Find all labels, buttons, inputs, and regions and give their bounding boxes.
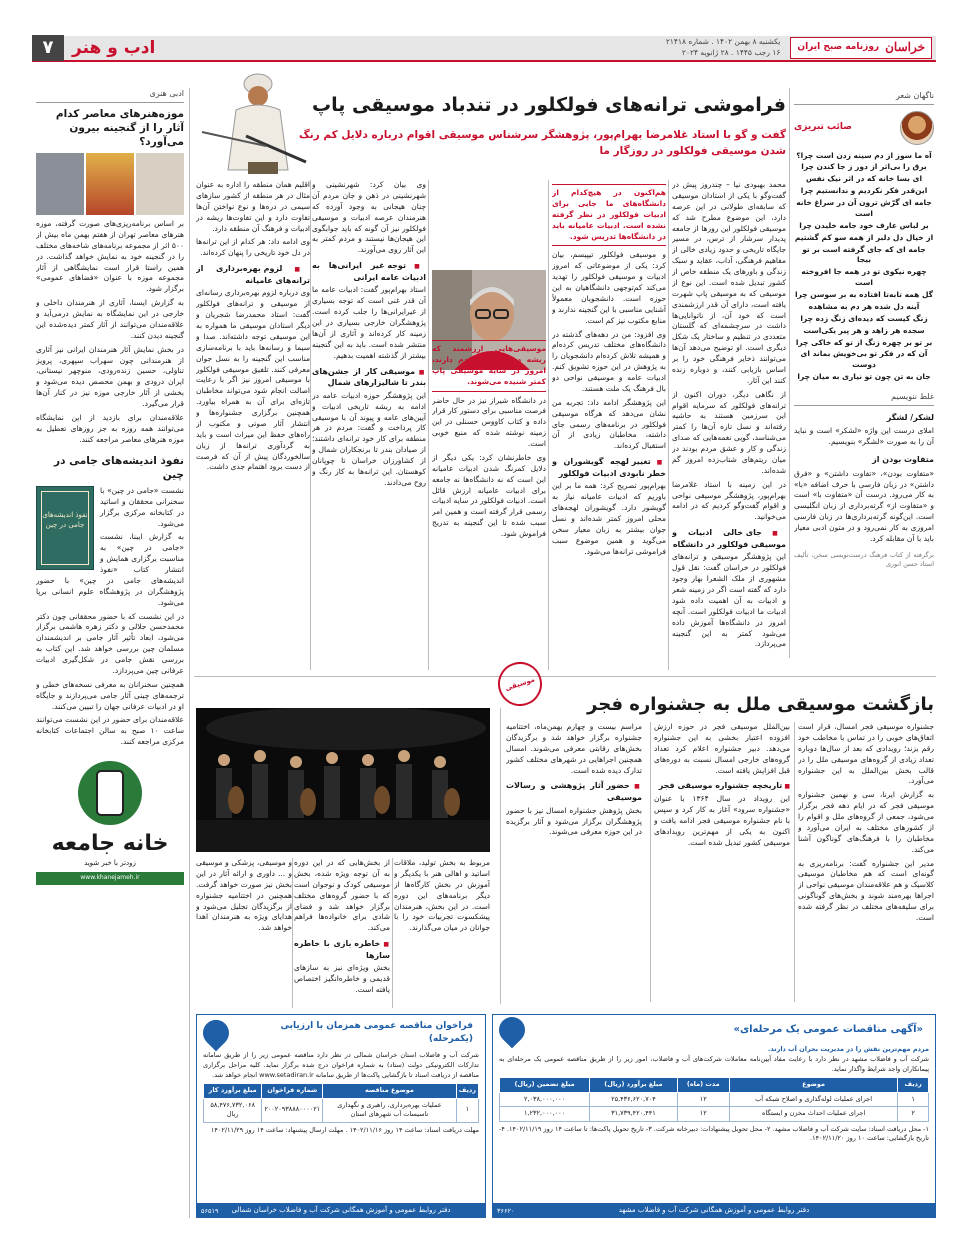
poem-line-5: جامه ای گرّش ترون آن در سراغ خانه است [796, 198, 932, 218]
logo-name: خراسان [885, 40, 925, 55]
date-line-2: ۱۶ رجب ۱۴۴۵ . ۲۸ ژانویه ۲۰۲۴ [681, 48, 781, 57]
main-headline: فراموشی ترانه‌های فولکلور در تندباد موسیقی پاپ [312, 94, 786, 116]
main-col-5-paras [196, 180, 310, 259]
tender-ad-code: ۳۶۶۲۰ [497, 1206, 515, 1215]
tender-ad-subtitle: مردم مهم‌ترین نقش را در مدیریت بحران آب دارند. [767, 1045, 929, 1053]
poem-line-1: آه ما سوز از دم سینه زدن است چرا؟ [796, 150, 932, 160]
festival-col-2-para-1: بین‌الملل موسیقی فجر در حوزه ارزش افزوده اعتبار بخشی به این جشنواره می‌دهد. دبیر جشنواره اعلام کرد تعداد گروه‌های خارجی امسال نسبت به دوره‌های قبل افزایش یافته است. [654, 722, 790, 775]
festival-col-6-para-1: و موسیقی، پزشکی و موسیقی و ... داوری و ارائه آثار در این بخش نیز صورت خواهد گرفت. همچنین در اختتامیه جشنواره از برگزیدگان تجلیل می‌شود و هدایای ویژه به هنرمندان اهدا خواهد شد. [196, 858, 292, 933]
tender-ad-cell-2-3: ۱۲ [677, 1107, 729, 1121]
poem-line-2: برق را بی‌اثر از دور ز جا کندن چرا [801, 162, 927, 172]
main-col-3-para-2: وی خاطرنشان کرد: یکی دیگر از دلایل کمرنگ شدن ادبیات عامیانه این است که نه دانشگاه‌ها نه جامعه برای ادبیات عامیانه ارزش قائل است. ادبیات فولکلور در سایه ادبیات رسمی قرار گرفته است و همین امر سبب شده تا این گنجینه به تدریج فراموش شود. [432, 452, 546, 538]
call-ad-title: فراخوان مناقصه عمومی همزمان با ارزیابی (یکمرحله) [280, 1021, 473, 1045]
main-col-1-para-2: از نگاهی دیگر، دوران اکنون از ترانه‌های فولکلور که سرمایه اقوام این سرزمین هستند به حاشیه رفته‌اند و نسل تازه آن‌ها را کمتر می‌شناسد، گویی نغمه‌هایی که صدای زندگی و کار و عشق مردم بودند در میان ریتم‌های شتاب‌زده امروز گم شده‌اند. [672, 389, 786, 475]
tender-ad-cell-2-4: ۳۱,۷۳۹,۴۲۰,۴۴۱ [590, 1107, 678, 1121]
pull-quote-2: موسیقی‌هایی ارزشمند که ریشه در فرهنگ مردم دارند، امروز در سایه موسیقی پاپ کمتر شنیده می‌شوند. [432, 340, 546, 392]
table-row [500, 1092, 929, 1106]
call-ad-table [203, 1083, 479, 1122]
festival-col-5-para-1: از بخش‌هایی که در این دوره به آن توجه ویژه شده، بخش موسیقی کودک و نوجوان است که با حضور گروه‌های مختلف برگزار خواهد شد و فضای شادی برای خانواده‌ها فراهم می‌کند. [294, 858, 390, 933]
tender-ad-cell-1-4: ۲۵,۴۳۶,۶۲۰,۷۰۴ [590, 1092, 678, 1106]
main-col-1-para-1: محمد بهبودی نیا – چندروز پیش در گفت‌وگو با یکی از استادان موسیقی که سابقه‌ای طولانی در این عرصه دارد، این موضوع مطرح شد که موسیقی فولکلور این روزها از جامعه پدیدار سرشار از ترس، در مسیر جایگاه تاریخی و حدود زیادی خالی از مفاهیم فرهنگی، آداب، عقاید و سبک زندگی و باورهای یک منطقه خاص از کشور تبدیل شده است. این نوع از موسیقی که به موسیقی پاپ شهرت یافته است، دارای آن قدر ارزشمندی است که خود آن، از ناتوانایی‌ها داشت در سرچشمه‌ای که گلستان متعددی در تنظیم و ساختار یک شکل دیگری است. او توضیح می‌دهد آن‌ها می‌توانند ذخایر فرهنگی خود را بر اساس بازیابی کنند، و دوباره زنده کنند این آثار. [672, 180, 786, 385]
tender-ad-cell-1-1: ۱ [898, 1092, 929, 1106]
festival-col-1-para-3: مدیر این جشنواره گفت: برنامه‌ریزی به گونه‌ای است که هم مخاطبان موسیقی کلاسیک و هم علاقه‌مندان موسیقی نواحی از اجراها بهره‌مند شوند و بخش‌های گوناگونی برای سلیقه‌های مختلف در نظر گرفته شده است. [798, 858, 934, 922]
culture-article-2-para-1: نشست «جامی در چین» با سخنرانی محققان و اساتید در کتابخانه مرکزی برگزار می‌شود. [100, 485, 184, 528]
festival-col-6 [196, 858, 292, 1008]
poem [794, 151, 934, 384]
call-ad-header-1: ردیف [456, 1084, 478, 1098]
brand-footer: www.khanejameh.ir [36, 872, 184, 885]
main-col-4-after: استاد بهرام‌پور گفت: ادبیات عامه ما آن قدر غنی است که توجه بسیاری از غیرایرانی‌ها را جلب کرده است. پژوهشگران خارجی بسیاری در این زمینه کار کرده‌اند و آثاری از آن‌ها منتشر شده است. باید به این گنجینه بیشتر از گذشته اهمیت بدهیم. [312, 285, 426, 360]
main-col-2-after: بهرام‌پور تصریح کرد: همه ما بر این باوریم که ادبیات عامیانه نیاز به گویشور دارد. گویشوران لهجه‌های محلی امروز کمتر شده‌اند و نسل جوان بیشتر به زبان معیار سخن می‌گوید و همین موضوع سبب فراموشی ترانه‌ها می‌شود. [552, 481, 666, 556]
main-col-2-para-1: و موسیقی فولکلور تیپیسم، بیان کرد: یکی از موضوعاتی که امروز ادبیات و موسیقی فولکلور را تهدید می‌کند کم‌توجهی دانشگاهیان به این حوزه است. دانشجویان معمولاً آشنایی مناسبی با این گنجینه ندارند و منابع مکتوب نیز کم است. [552, 250, 666, 325]
tender-ad-table [499, 1077, 929, 1121]
culture-article-2-para-4: همچنین سخنرانان به معرفی نسخه‌های خطی و ترجمه‌های چینی آثار جامی می‌پردازند و جایگاه او در ادبیات عرفانی جهان را تبیین می‌کنند. [36, 679, 184, 711]
poet-portrait [900, 111, 934, 145]
date-line-1: یکشنبه ۸ بهمن ۱۴۰۲ . شماره ۲۱۴۱۸ [665, 37, 781, 47]
poem-line-12: زنگ کیست که دیده‌ای زنگ زده چرا [800, 313, 928, 323]
brand-tagline: زودتر با خبر شوید [84, 859, 136, 868]
main-col-1-paras [672, 180, 786, 523]
festival-col-2-paras [654, 722, 790, 776]
festival-col-1-paras [798, 722, 934, 924]
festival-col-2 [654, 722, 790, 1002]
poetry-tag: ناگهان شعر [794, 90, 934, 105]
tender-ad-cell-2-2: اجرای عملیات احداث مخزن و ایستگاه [729, 1107, 897, 1121]
culture-article-1-body [36, 219, 184, 446]
tender-ad-cell-1-3: ۱۲ [677, 1092, 729, 1106]
festival-col-5-paras [294, 858, 390, 934]
page-header [32, 36, 936, 62]
poem-line-7: از خیال دل دلبر از همه سو کم گشتیم [794, 232, 934, 242]
brand-name: خانه جامعه [51, 831, 169, 857]
festival-col-3-para-1: مراسم بیست و چهارم بهمن‌ماه، اختتامیه جشنواره برگزار خواهد شد و برگزیدگان بخش‌های رقابتی معرفی می‌شوند. امسال همچنین اجراهایی در شهرهای مختلف کشور تدارک دیده شده است. [506, 722, 642, 775]
main-lead: گفت و گو با استاد غلامرضا بهرام‌پور، پژوهشگر سرشناس موسیقی اقوام درباره دلایل کم رنگ شدن موسیقی فولکلور در روزگار ما [298, 129, 786, 157]
orchestra-photo [196, 708, 490, 852]
festival-col-3-after: بخش پژوهش جشنواره امسال نیز با حضور پژوهشگران برگزار می‌شود و آثار برگزیده در این حوزه معرفی می‌شوند. [506, 805, 642, 837]
festival-col-1 [798, 722, 934, 1002]
main-col-2 [552, 180, 666, 670]
festival-col-1-para-1: جشنواره موسیقی فجر امسال، قرار است اتفاق‌های خوبی را در تماس با مخاطب خود رقم بزند؛ رویدادی که بعد از سال‌ها دوباره تعداد زیادی از گروه‌های موسیقی ملل را در قالب بخش بین‌الملل به این جشنواره می‌آورد. [798, 722, 934, 786]
tender-ad-cell-1-2: اجرای عملیات لوله‌گذاری و اصلاح شبکه آب [729, 1092, 897, 1106]
main-subhead-1: ■ جای خالی ادبیات و موسیقی فولکلور در دانشگاه [672, 527, 786, 550]
musician-illustration [196, 66, 316, 178]
vocab-title-2: متفاوت بودن از [872, 455, 934, 465]
main-col-5 [196, 180, 310, 670]
culture-article-2-para-2: به گزارش ایبنا، نشست «جامی در چین» به مناسبت برگزاری همایش و انتشار کتاب «نفوذ اندیشه‌های جامی در چین» با حضور پژوهشگران در پژوهشگاه علوم انسانی برپا می‌شود. [36, 532, 184, 607]
vocab-title: لشکر/ لشگر [886, 412, 934, 422]
poem-line-10: گل همه تابه‌تا افتاده به بر سوسن چرا [794, 290, 934, 300]
main-col-4 [312, 180, 426, 670]
app-promo-icon [78, 761, 142, 825]
book-cover-title: نفوذ اندیشه‌های جامی در چین [41, 491, 89, 565]
festival-col-4-para-1: مربوط به بخش تولید، ملاقات اساتید و اهالی هنر با یکدیگر و آموزش در بخش کارگاه‌ها از دیگر برنامه‌های این دوره است. در این بخش، هنرمندان پیشکسوت تجربیات خود را با جوانان در میان می‌گذارند. [394, 858, 490, 933]
tender-ad-header-2: موضوع [729, 1078, 897, 1092]
culture-article-1-para-1: بر اساس برنامه‌ریزی‌های صورت گرفته، موزه هنرهای معاصر تهران از هفتم بهمن ماه بیش از ۵۰۰ اثر از مجموعه برنامه‌های شاخه‌های مختلف را در گنجینه خود به نمایش خواهد گذاشت. در همین راستا قرار است نمایشگاهی از آثار مجموعه موزه با عنوان «فضاهای عمومی» برگزار شود. [36, 219, 184, 294]
main-col-2-paras [552, 184, 666, 452]
grammar-tag: غلط ننویسیم [794, 391, 934, 406]
main-subhead-2: ■ تغییر لهجه گویشوران و خطر نابودی ادبیات فولکلور [552, 456, 666, 479]
main-col-4-paras [312, 180, 426, 256]
festival-col-2-after: این رویداد در سال ۱۳۶۴ با عنوان «جشنواره سرود» آغاز به کار کرد و سپس با نام جشنواره موسیقی فجر ادامه یافت و اکنون به یکی از مهم‌ترین رویدادهای موسیقی کشور تبدیل شده است. [654, 794, 790, 847]
festival-col-4-paras [394, 858, 490, 934]
festival-col-5-after: بخش ویژه‌ای نیز به سازهای قدیمی و خاطره‌انگیز اختصاص یافته است. [294, 963, 390, 995]
festival-subhead-2: ■ تاریخچه جشنواره موسیقی فجر [654, 780, 790, 792]
culture-column [36, 88, 184, 1218]
book-cover [36, 486, 94, 570]
main-col-4-after-2: این پژوهشگر حوزه ادبیات عامه در ادامه به ریشه تاریخی ادبیات و آیین‌های عامه و پیوند آن با موسیقی کار پرداخت و گفت: مردم در هر منطقه برای کار خود ترانه‌ای داشتند؛ از صیادان بندر تا برنجکاران شمال و از کشاورزان خراسان تا چوپانان کوهستان. این ترانه‌ها به کار رنگ و روح می‌دادند. [312, 390, 426, 487]
page-number: ۷ [32, 35, 64, 61]
festival-col-5 [294, 858, 390, 1008]
call-ad-cell-1-1: ۱ [456, 1098, 478, 1122]
culture-article-1-para-2: به گزارش ایسنا، آثاری از هنرمندان داخلی و خارجی در این نمایشگاه به نمایش درمی‌آید و علاقه‌مندان می‌توانند از آثار کمتر دیده‌شده این گنجینه دیدن کنند. [36, 298, 184, 340]
logo-subtitle: روزنامه صبح ایران [797, 42, 880, 53]
call-ad-header-3: شماره فراخوان [262, 1084, 323, 1098]
festival-col-3 [506, 722, 642, 1002]
poem-line-15: آن که در فکر تو بی‌خویش بماند ای دوست [800, 349, 928, 370]
culture-article-2-title: نفوذ اندیشه‌های جامی در چین [54, 454, 184, 481]
call-ad-footer: دفتر روابط عمومی و آموزش همگانی شرکت آب و فاضلاب خراسان شمالی [197, 1203, 485, 1217]
tender-ad-header-5: مبلغ تضمین (ریال) [500, 1078, 590, 1092]
poem-line-9: چهره نیکوی تو در همه جا افروخته است [801, 267, 927, 288]
vocab-text: املای درست این واژه «لشکر» است و نباید آن را به صورت «لشگر» بنویسیم. [794, 426, 934, 447]
poem-line-16: جان به تن چون تو نیاری به میان چرا [797, 372, 931, 382]
table-row [500, 1107, 929, 1121]
pull-quote-1: هم‌اکنون در هیچ‌کدام از دانشگاه‌های ما جایی برای ادبیات فولکلور در نظر گرفته نشده است. ادبیات عامیانه باید در دانشگاه‌ها تدریس شود. [552, 184, 666, 246]
poem-line-3: ای بسا خانه که در اثر نیک نفس [805, 174, 923, 184]
main-col-2-para-2: وی افزود: من در دهه‌های گذشته در دانشگاه‌های مختلف تدریس کرده‌ام و همیشه تلاش کرده‌ام دانشجویان را به پژوهش در این حوزه تشویق کنم. ادبیات عامه و موسیقی نواحی دو بال فرهنگ یک ملت هستند. [552, 329, 666, 393]
main-subhead-4: ■ توجه غیر ایرانی‌ها به ادبیات عامه ایرانی [312, 260, 426, 283]
festival-col-1-para-2: به گزارش ایرنا، سی و نهمین جشنواره موسیقی فجر که در ایام دهه فجر برگزار می‌شود، جمعی از گروه‌های ملل و اقوام را از کشورهای مختلف به ایران می‌آورد و مخاطبان را با فرهنگ‌های گوناگون آشنا می‌کند. [798, 790, 934, 854]
poem-line-14: بر تو بر چهره زنگ از تو که خاکی چرا [795, 337, 933, 347]
section-title: ادب و هنر [72, 37, 156, 58]
newspaper-logo [790, 37, 932, 59]
music-badge: موسیقی [492, 656, 547, 711]
main-col-1-para-3: در این زمینه با استاد غلامرضا بهرام‌پور، پژوهشگر موسیقی نواحی و اقوام گفت‌وگو کردیم که در ادامه می‌خوانید. [672, 479, 786, 522]
main-col-3-para-1: در دانشگاه شیراز نیز در حال حاضر فرصت مناسبی برای دستور کار قرار داده و کتاب کاووس حسنلی در این زمینه نوشته شده که منبع خوبی است. [432, 395, 546, 448]
call-ad-cell-1-2: عملیات بهره‌برداری، راهبری و نگهداری تاسیسات آب شهرهای استان [323, 1098, 457, 1122]
tender-ad-footer: دفتر روابط عمومی و آموزش همگانی شرکت آب و فاضلاب مشهد [493, 1203, 935, 1217]
festival-col-6-paras [196, 858, 292, 934]
main-subhead-4b: ■ موسیقی کار از جشن‌های بندر تا شالیزارهای شمال [312, 366, 426, 389]
call-ad-cell-1-4: ۵۸,۴۷۶,۷۳۲,۰۶۸ ریال [204, 1098, 262, 1122]
tender-ad-intro: شرکت آب و فاضلاب مشهد در نظر دارد با رعایت مفاد آیین‌نامه معاملات شرکت‌های آب و فاضلاب، امور زیر را از طریق مناقصه عمومی یک مرحله‌ای به پیمانکاران واجد شرایط واگذار نماید. [499, 1054, 929, 1073]
poem-line-6: بر لباس عارف خود جامه خلیدن چرا [799, 220, 929, 230]
festival-subhead-5: ■ خاطره بازی با خاطره سازها [294, 938, 390, 961]
main-col-1 [672, 180, 786, 670]
call-ad-notes: مهلت دریافت اسناد: ساعت ۱۴ روز ۱۴۰۲/۱۱/۱۶ . مهلت ارسال پیشنهاد: ساعت ۱۴ روز ۱۴۰۲/۱۱/۲۹ [210, 1125, 479, 1134]
tender-ad-header-3: مدت (ماه) [677, 1078, 729, 1092]
main-col-3-paras [432, 340, 546, 540]
culture-section-tag: ادبی هنری [36, 88, 184, 103]
poem-line-11: آینه دل شده هر دم به مشاهده [808, 301, 920, 311]
tender-ad-header-1: ردیف [898, 1078, 929, 1092]
main-col-5-para-1: اقلیم همان منطقه را اداره به عنوان مثال در هر منطقه از کشور سازهای سیمی در دره‌ها و نوع نواختن آن‌ها تفاوت دارد و این تفاوت‌ها ریشه در ادبیات و فرهنگ آن منطقه دارد. [196, 180, 310, 233]
main-col-3 [432, 336, 546, 670]
call-ad-header-2: موضوع مناقصه [323, 1084, 457, 1098]
poet-box [794, 111, 934, 145]
tender-ad-cell-1-5: ۲,۰۳۸,۰۰۰,۰۰۰ [500, 1092, 590, 1106]
main-col-2-para-3: این پژوهشگر ادامه داد: تجربه من نشان می‌دهد که هرگاه موسیقی فولکلور در برنامه‌های رسمی جای داشته، مخاطبان زیادی از آن استقبال کرده‌اند. [552, 397, 666, 451]
tender-ad-notes: ۱- محل دریافت اسناد: سایت شرکت آب و فاضلاب مشهد. ۲- محل تحویل پیشنهادات: دبیرخانه شرکت. ۳- تاریخ تحویل پاکت‌ها: تا ساعت ۱۴ روز ۱۴۰۲/۱۱/۱۹. ۴- تاریخ بازگشایی: ساعت ۱۰ روز ۱۴۰۲/۱۱/۲۰. [499, 1124, 929, 1143]
vocab-credit: برگرفته از کتاب فرهنگ درست‌نویسی سخن، تألیف استاد حسن انوری [794, 550, 934, 569]
festival-subhead-3: ■ حضور آثار پژوهشی و رسالات موسیقی [506, 780, 642, 803]
poem-line-4: این‌قدر فکر نکردیم و ندانستیم چرا [800, 186, 928, 196]
festival-col-3-paras [506, 722, 642, 776]
festival-col-4 [394, 858, 490, 1008]
tender-ad-cell-2-1: ۲ [898, 1107, 929, 1121]
issue-date [666, 37, 781, 59]
poem-line-8: جامه ای که جای گرفته است بر تو بیجا [802, 244, 926, 265]
water-drop-icon [494, 1014, 531, 1048]
tender-ad-cell-2-5: ۱,۲۳۲,۰۰۰,۰۰۰ [500, 1107, 590, 1121]
call-ad-header-4: مبلغ برآورد کار [204, 1084, 262, 1098]
culture-article-2-para-5: علاقه‌مندان برای حضور در این نشست می‌توانند ساعت ۱۰ صبح به سالن اجتماعات کتابخانه مرکزی مراجعه کنند. [36, 715, 184, 747]
festival-headline: بازگشت موسیقی ملل به جشنواره فجر [587, 694, 934, 715]
poet-name: صائب تبریزی [794, 122, 852, 133]
table-row [204, 1098, 479, 1122]
poem-line-13: سجده هر زاهد و هر پیر یکی‌است [803, 325, 925, 335]
culture-article-1-para-4: علاقه‌مندان برای بازدید از این نمایشگاه می‌توانند همه روزه به جز روزهای تعطیل به موزه هنرهای معاصر مراجعه کنند. [36, 412, 184, 444]
vocab-text-2: «متفاوت بودن»، «تفاوت داشتن» و «فرق داشتن» در زبان فارسی با حرف اضافه «با» به کار می‌رود. درست آن «متفاوت با» است و «متفاوت از» گرته‌برداری از زبان انگلیسی است. این‌گونه گرته‌برداری‌ها در زبان فارسی امروزی به کار نمی‌رود و در متون ادبی معیار باید با آن مقابله کرد. [794, 468, 934, 543]
tender-ad-khorasan [196, 1014, 486, 1218]
main-col-4-para-1: وی بیان کرد: شهرنشینی و شهرنشینی در ذهن و جان مردم آن چنان هیجانی به وجود آورده که هنرمندان عرصه ادبیات و موسیقی فولکلور نیز آن گونه که باید جوابگوی این هیجان‌ها نیستند و مردم کمتر به این آثار روی می‌آورند. [312, 180, 426, 255]
museum-photo [36, 153, 184, 215]
tender-ad-header-4: مبلغ برآورد (ریال) [590, 1078, 678, 1092]
call-ad-code: ۵۶۵۱۹ [201, 1206, 219, 1215]
tender-ad-title: «آگهی مناقصات عمومی یک مرحله‌ای» [733, 1023, 923, 1035]
call-ad-intro: شرکت آب و فاضلاب استان خراسان شمالی در نظر دارد مناقصه عمومی زیر را از طریق سامانه تدارکات الکترونیکی دولت (ستاد) به شماره فراخوان درج شده برگزار نماید. کلیه مراحل برگزاری مناقصه از دریافت اسناد تا بازگشایی پاکت‌ها از طریق سامانه www.setadiran.ir انجام خواهد شد. [203, 1051, 479, 1079]
call-ad-cell-1-3: ۲۰۰۲۰۹۳۸۸۸۰۰۰۰۲۱ [262, 1098, 323, 1122]
poetry-column [794, 90, 934, 650]
main-col-1-after: این پژوهشگر موسیقی و ترانه‌های فولکلور در خراسان گفت: نقل قول مشهوری از ملک الشعرا بهار وجود دارد که گفته است اگر در زمینه شعر و ادبیات به آن اهمیت داده شود ادبیات ما ادبیات فولکلور است. آنچه امروز در دانشگاه‌ها آموزش داده می‌شود کمتر به این گنجینه می‌پردازد. [672, 552, 786, 649]
culture-article-1-para-3: در بخش نمایش آثار هنرمندان ایرانی نیز آثاری از هنرمندانی چون سهراب سپهری، پرویز تناولی، حسین زنده‌رودی، منوچهر نیستانی، ایران درودی و بهمن محصص دیده می‌شود و بخشی از آثار خارجی موزه نیز در کنار آن‌ها قرار می‌گیرد. [36, 344, 184, 409]
tender-ad-mashhad [492, 1014, 936, 1218]
main-col-5-after: وی درباره لزوم بهره‌برداری رسانه‌ای از موسیقی و ترانه‌های فولکلور گفت: استاد محمدرضا شجریان و دیگر استادان موسیقی ما همواره به این موسیقی توجه داشته‌اند. صدا و سیما و رسانه‌ها باید با برنامه‌سازی مناسب این گنجینه را به نسل جوان معرفی کنند. تلفیق موسیقی فولکلور با موسیقی امروز نیز اگر با رعایت اصالت انجام شود می‌تواند مخاطبان تازه‌ای برای آن به همراه بیاورد. همچنین برگزاری جشنواره‌ها و انتشار آثار صوتی و مکتوب از راه‌های حفظ این میراث است و باید به گردآوری ترانه‌ها از زبان سالخوردگان پیش از آن که فرصت از دست برود اهتمام جدی داشت. [196, 288, 310, 472]
main-subhead-5: ■ لزوم بهره‌برداری از ترانه‌های عامیانه [196, 263, 310, 286]
main-col-5-para-2: وی ادامه داد: هر کدام از این ترانه‌ها در دل خود تاریخی را پنهان کرده‌اند. [196, 237, 310, 258]
culture-article-2-para-3: در این نشست که با حضور محققانی چون دکتر محمدحسن جلالی و دکتر زهره هاشمی برگزار می‌شود، ابعاد تأثیر آثار جامی بر اندیشمندان مسلمان چین بررسی خواهد شد. این کتاب به بررسی نقش جامی در شکل‌گیری ادبیات عرفانی چین می‌پردازد. [36, 611, 184, 675]
culture-article-1-title: موزه‌هنرهای معاصر کدام آثار را از گنجینه بیرون می‌آورد؟ [55, 107, 184, 148]
